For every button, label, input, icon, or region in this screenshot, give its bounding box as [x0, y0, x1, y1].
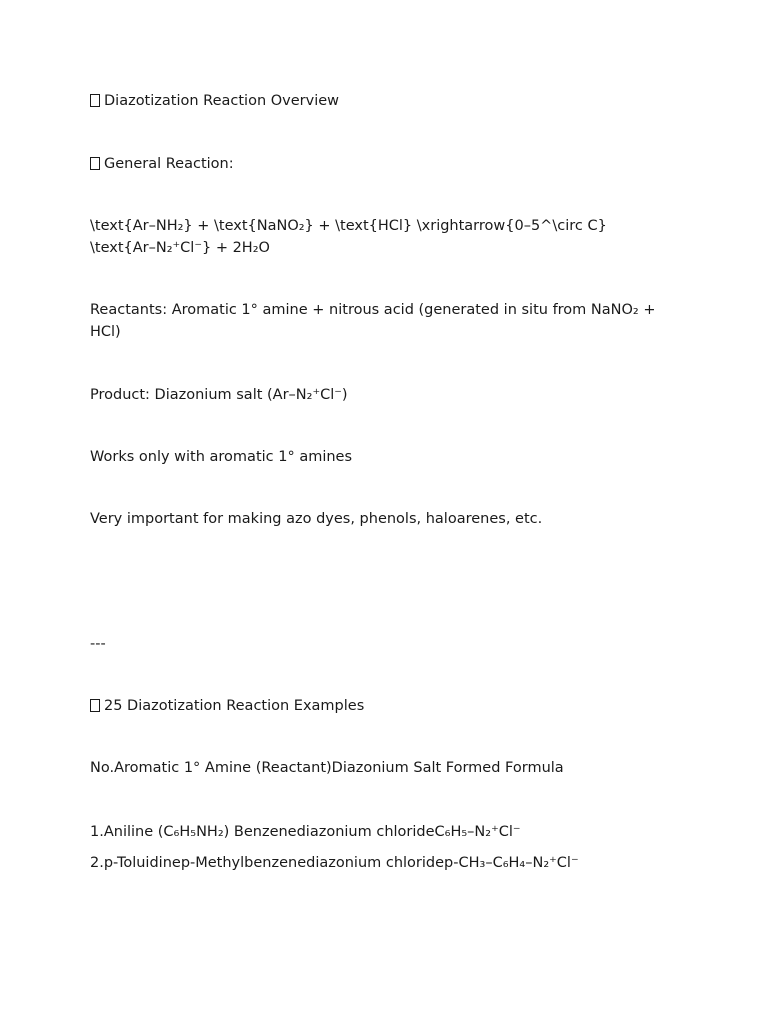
product-text: Product: Diazonium salt (Ar–N₂⁺Cl⁻) [90, 387, 348, 403]
row1-reactant: Aniline (C₆H₅NH₂) [103, 824, 230, 840]
overview-heading-text: Diazotization Reaction Overview [104, 93, 340, 109]
emoji-placeholder-icon [90, 699, 100, 712]
importance-text: Very important for making azo dyes, phenols, haloarenes, etc. [90, 511, 543, 527]
reaction-equation: \text{Ar–NH₂} + \text{NaNO₂} + \text{HCl} \xrightarrow{0–5^\circ C} \text{Ar–N₂⁺Cl⁻} + 2H₂O [90, 218, 607, 256]
reactants-text: Reactants: Aromatic 1° amine + nitrous acid (generated in situ from NaNO₂ + HCl) [90, 302, 656, 340]
row2-no: 2. [90, 855, 104, 871]
general-reaction-heading [90, 153, 680, 175]
header-formula: Formula [505, 760, 564, 776]
header-no: No. [90, 760, 115, 776]
examples-heading-text: 25 Diazotization Reaction Examples [104, 698, 365, 714]
row1-salt: Benzenediazonium chloride [233, 824, 435, 840]
row2-formula: p-CH₃–C₆H₄–N₂⁺Cl⁻ [444, 855, 579, 871]
general-reaction-heading-text: General Reaction: [104, 156, 234, 172]
examples-heading [90, 695, 680, 717]
row1-formula: C₆H₅–N₂⁺Cl⁻ [434, 824, 521, 840]
separator: --- [90, 636, 106, 652]
table-row [90, 821, 680, 843]
overview-heading [90, 90, 680, 112]
header-reactant: Aromatic 1° Amine (Reactant) [114, 760, 332, 776]
emoji-placeholder-icon [90, 94, 100, 107]
works-only-text: Works only with aromatic 1° amines [90, 449, 353, 465]
table-row [90, 852, 650, 874]
table-header [90, 757, 680, 779]
emoji-placeholder-icon [90, 157, 100, 170]
row1-no: 1. [90, 824, 104, 840]
row2-reactant: p-Toluidine [103, 855, 181, 871]
row2-salt: p-Methylbenzenediazonium chloride [180, 855, 445, 871]
header-salt: Diazonium Salt Formed [331, 760, 501, 776]
